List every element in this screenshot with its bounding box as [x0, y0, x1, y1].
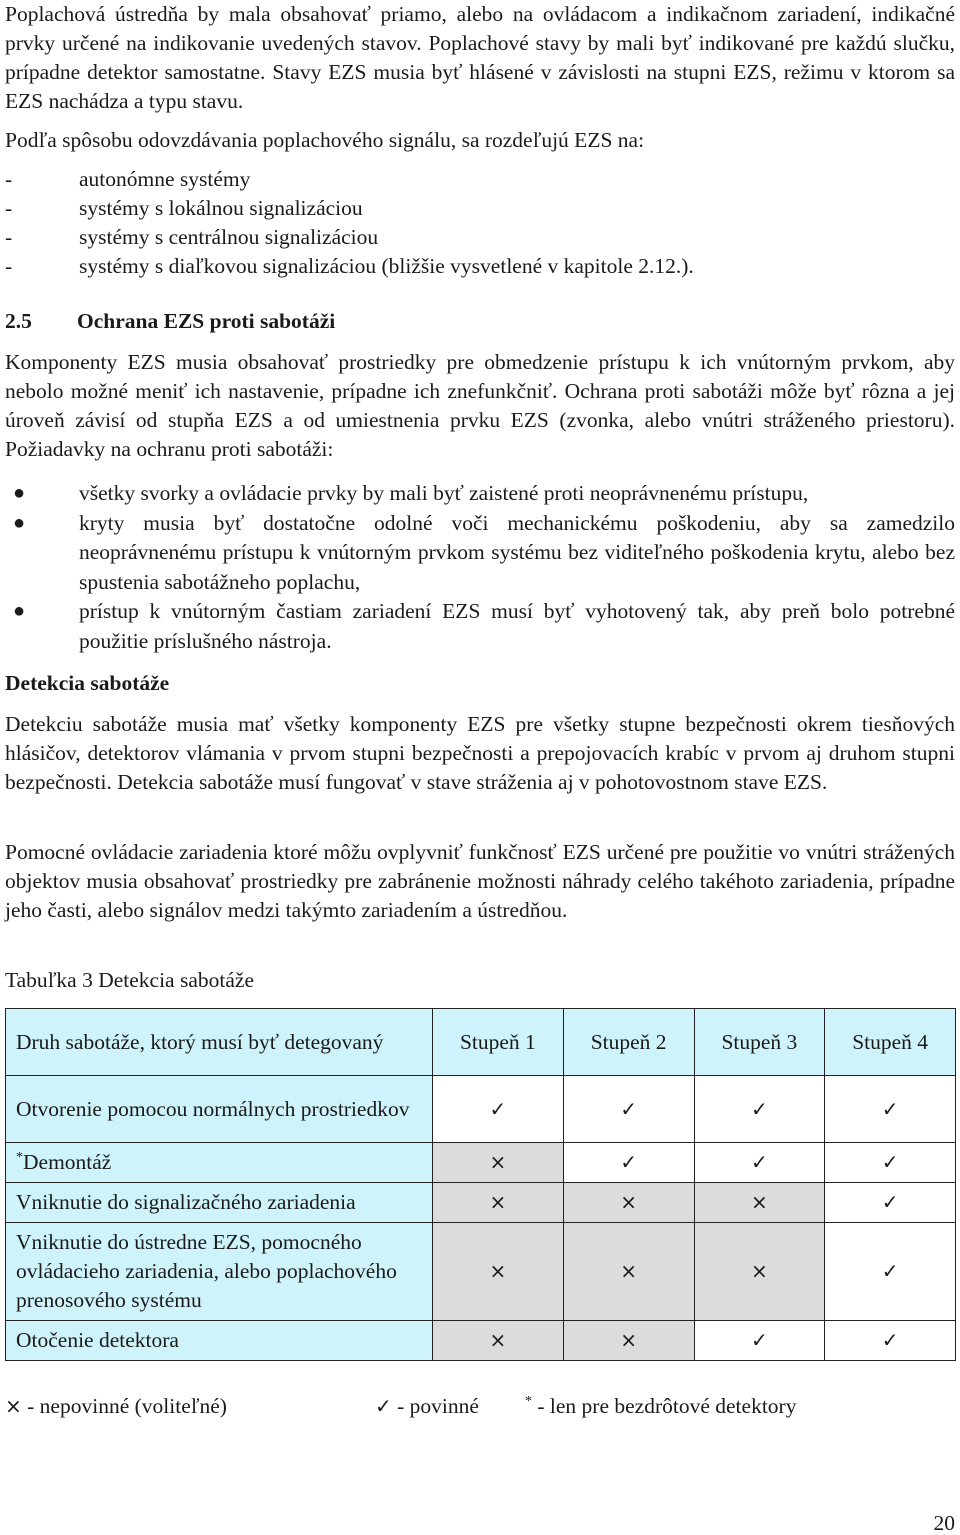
sabotage-detection-table: [5, 1008, 956, 1361]
paragraph-ezs-division: Podľa spôsobu odovzdávania poplachového signálu, sa rozdeľujú EZS na:: [5, 128, 645, 152]
bullet-icon: ●: [13, 482, 26, 504]
paragraph-sabotage-protection: Komponenty EZS musia obsahovať prostriedky pre obmedzenie prístupu k ich vnútorným prvkom, aby nebolo možné meniť ich nastavenie, prípadne ich znefunkčniť. Ochrana proti sabotáži môže byť rôzna a jej úroveň závisí od stupňa EZS a od umiestnenia prvku EZS (zvonka, alebo vnútri stráženého priestoru). Požiadavky na ochranu proti sabotáži:: [5, 350, 955, 461]
subheading: Detekcia sabotáže: [5, 671, 170, 695]
header-grade-2: Stupeň 2: [563, 1009, 694, 1076]
paragraph-detection: Detekciu sabotáže musia mať všetky komponenty EZS pre všetky stupne bezpečnosti okrem tiesňových hlásičov, detektorov vlámania v prvom stupni bezpečnosti a prepojovacích krabíc v prvom aj druhom stupni bezpečnosti. Detekcia sabotáže musí fungovať v stave stráženia aj v pohotovostnom stave EZS.: [5, 712, 955, 794]
table-row: [6, 1143, 956, 1183]
mark-cell: ×: [563, 1183, 694, 1223]
mark-cell: ✓: [825, 1321, 956, 1361]
mark-cell: ✓: [694, 1321, 825, 1361]
mark-cell: ×: [433, 1223, 564, 1321]
table-row: [6, 1223, 956, 1321]
mark-cell: ×: [694, 1223, 825, 1321]
cross-icon: ×: [5, 1394, 22, 1418]
mark-cell: ✓: [694, 1076, 825, 1143]
mark-cell: ×: [433, 1143, 564, 1183]
row-label: *Demontáž: [6, 1143, 433, 1183]
checkmark-icon: ✓: [375, 1394, 392, 1418]
table-caption: Tabuľka 3 Detekcia sabotáže: [5, 968, 254, 992]
legend-mandatory: ✓ - povinné: [375, 1394, 479, 1418]
section-number: 2.5: [5, 309, 32, 333]
mark-cell: ×: [433, 1321, 564, 1361]
mark-cell: ✓: [825, 1076, 956, 1143]
ezs-types-list: [5, 165, 955, 281]
table-row: [6, 1321, 956, 1361]
list-item: - systémy s diaľkovou signalizáciou (bližšie vysvetlené v kapitole 2.12.).: [5, 254, 694, 278]
legend-optional: × - nepovinné (voliteľné): [5, 1394, 227, 1418]
mark-cell: ✓: [825, 1183, 956, 1223]
requirements-list: [5, 479, 955, 656]
mark-cell: ✓: [563, 1143, 694, 1183]
mark-cell: ✓: [825, 1223, 956, 1321]
header-label: Druh sabotáže, ktorý musí byť detegovaný: [6, 1009, 433, 1076]
row-label: Vniknutie do signalizačného zariadenia: [6, 1183, 433, 1223]
wireless-star: *: [16, 1149, 23, 1165]
row-label: Vniknutie do ústredne EZS, pomocného ovládacieho zariadenia, alebo poplachového prenosového systému: [6, 1223, 433, 1321]
page-number: 20: [933, 1511, 955, 1535]
list-item: - systémy s centrálnou signalizáciou: [5, 225, 379, 249]
table-header-row: [6, 1009, 956, 1076]
section-heading: [5, 307, 335, 336]
table-row: [6, 1183, 956, 1223]
mark-cell: ×: [563, 1223, 694, 1321]
mark-cell: ✓: [825, 1143, 956, 1183]
paragraph-indication: Poplachová ústredňa by mala obsahovať priamo, alebo na ovládacom a indikačnom zariadení, indikačné prvky určené na indikovanie uvedených stavov. Poplachové stavy by mali byť indikované pre každú slučku, prípadne detektor samostatne. Stavy EZS musia byť hlásené v závislosti na stupni EZS, režimu v ktorom sa EZS nachádza a typu stavu.: [5, 2, 955, 113]
section-title: Ochrana EZS proti sabotáži: [77, 309, 336, 333]
header-grade-4: Stupeň 4: [825, 1009, 956, 1076]
header-grade-3: Stupeň 3: [694, 1009, 825, 1076]
mark-cell: ×: [433, 1183, 564, 1223]
paragraph-auxiliary-devices: Pomocné ovládacie zariadenia ktoré môžu ovplyvniť funkčnosť EZS určené pre použitie vo vnútri strážených objektov musia obsahovať prostriedky pre zabránenie možnosti náhrady celého takéhoto zariadenia, prípadne jeho časti, alebo signálov medzi takýmto zariadením a ústredňou.: [5, 840, 955, 922]
header-grade-1: Stupeň 1: [433, 1009, 564, 1076]
bullet-icon: ●: [13, 511, 26, 534]
table-legend: [5, 1392, 955, 1421]
star-icon: *: [525, 1393, 532, 1409]
mark-cell: ✓: [563, 1076, 694, 1143]
row-label: Otočenie detektora: [6, 1321, 433, 1361]
mark-cell: ✓: [694, 1143, 825, 1183]
mark-cell: ✓: [433, 1076, 564, 1143]
table-row: [6, 1076, 956, 1143]
list-item: - autonómne systémy: [5, 167, 251, 191]
list-item: - systémy s lokálnou signalizáciou: [5, 196, 363, 220]
legend-wireless: * - len pre bezdrôtové detektory: [525, 1393, 797, 1418]
list-item: ● kryty musia byť dostatočne odolné voči mechanickému poškodeniu, aby sa zamedzilo neoprávnenému prístupu k vnútorným prvkom systému bez viditeľného poškodenia krytu, alebo bez spustenia sabotážneho poplachu,: [13, 510, 955, 594]
mark-cell: ×: [563, 1321, 694, 1361]
list-item: ● všetky svorky a ovládacie prvky by mali byť zaistené proti neoprávnenému prístupu,: [5, 479, 955, 509]
bullet-icon: ●: [13, 600, 26, 622]
row-label: Otvorenie pomocou normálnych prostriedkov: [6, 1076, 433, 1143]
mark-cell: ×: [694, 1183, 825, 1223]
list-item: ● prístup k vnútorným častiam zariadení EZS musí byť vyhotovený tak, aby preň bolo potrebné použitie príslušného nástroja.: [13, 599, 955, 653]
